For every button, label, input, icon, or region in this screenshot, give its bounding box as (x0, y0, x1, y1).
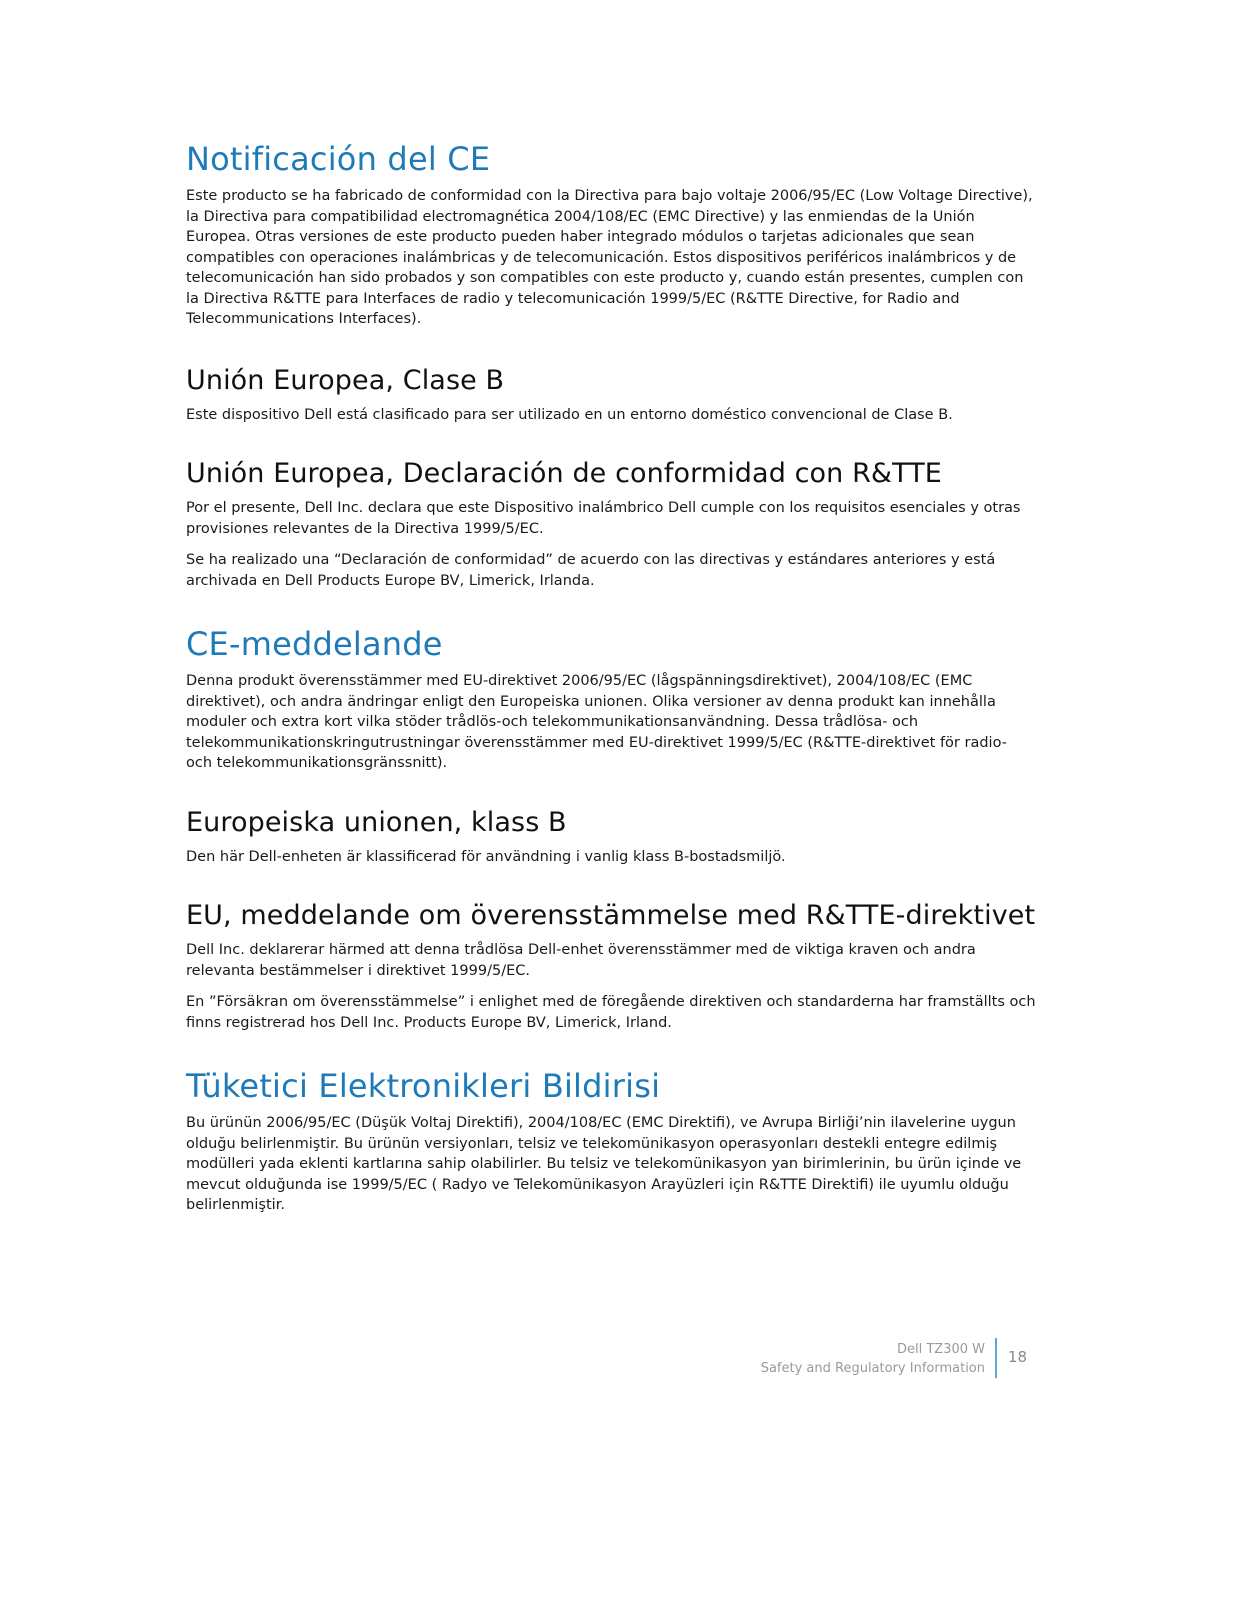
section-title: Tüketici Elektronikleri Bildirisi (186, 1067, 661, 1105)
footer-doc-title: Safety and Regulatory Information (760, 1361, 985, 1376)
paragraph: Bu ürünün 2006/95/EC (Düşük Voltaj Direktifi), 2004/108/EC (EMC Direktifi), ve Avrupa Birliği’nin ilavelerine uygun olduğu belirlenmiştir. Bu ürünün versiyonları, telsiz ve telekomünikasyon operasyonları destekli entegre edilmiş modülleri yada eklenti kartlarına sahip olabilirler. Bu telsiz ve telekomünikasyon yan birimlerinin, bu ürün içinde ve mevcut olduğunda ise 1999/5/EC ( Radyo ve Telekomünikasyon Arayüzleri için R&TTE Direktifi) ile uyumlu olduğu belirlenmiştir. (186, 1115, 1022, 1213)
section-title: CE-meddelande (186, 625, 443, 663)
section-eu-class-b-sv (186, 806, 1036, 868)
section-title: Unión Europea, Declaración de conformidad con R&TTE (186, 458, 942, 489)
paragraph: Den här Dell-enheten är klassificerad för användning i vanlig klass B-bostadsmiljö. (186, 848, 786, 865)
section-title: EU, meddelande om överensstämmelse med R&TTE-direktivet (186, 900, 1036, 931)
paragraph: Por el presente, Dell Inc. declara que este Dispositivo inalámbrico Dell cumple con los requisitos esenciales y otras provisiones relevantes de la Directiva 1999/5/EC. (186, 500, 1021, 537)
paragraph: Se ha realizado una “Declaración de conformidad” de acuerdo con las directivas y estándares anteriores y está archivada en Dell Products Europe BV, Limerick, Irlanda. (186, 552, 996, 589)
page-number: 18 (1007, 1348, 1027, 1366)
paragraph: Denna produkt överensstämmer med EU-direktivet 2006/95/EC (lågspänningsdirektivet), 2004/108/EC (EMC direktivet), och andra ändringar enligt den Europeiska unionen. Olika versioner av denna produkt kan innehålla moduler och extra kort vilka stöder trådlös-och telekommunikationsanvändning. Dessa trådlösa- och telekommunikationskringutrustningar överensstämmer med EU-direktivet 1999/5/EC (R&TTE-direktivet för radio- och telekommunikationsgränssnitt). (186, 673, 1007, 771)
section-title: Notificación del CE (186, 140, 491, 178)
page-footer (700, 1338, 1040, 1378)
paragraph: En ”Försäkran om överensstämmelse” i enlighet med de föregående direktiven och standarderna har framställts och finns registrerad hos Dell Inc. Products Europe BV, Limerick, Irland. (186, 994, 1036, 1031)
section-eu-rtte-es (186, 457, 1036, 591)
section-eu-rtte-sv (186, 899, 1036, 1033)
section-title: Europeiska unionen, klass B (186, 806, 567, 838)
section-consumer-notice-tr (186, 1067, 1036, 1216)
section-title: Unión Europea, Clase B (186, 364, 505, 396)
paragraph: Dell Inc. deklarerar härmed att denna trådlösa Dell-enhet överensstämmer med de viktiga kraven och andra relevanta bestämmelser i direktivet 1999/5/EC. (186, 942, 976, 979)
footer-divider (995, 1338, 997, 1378)
document-body (186, 140, 1036, 1248)
section-eu-class-b-es (186, 364, 1036, 426)
paragraph: Este producto se ha fabricado de conformidad con la Directiva para bajo voltaje 2006/95/EC (Low Voltage Directive), la Directiva para compatibilidad electromagnética 2004/108/EC (EMC Directive) y las enmiendas de la Unión Europea. Otras versiones de este producto pueden haber integrado módulos o tarjetas adicionales que sean compatibles con operaciones inalámbricas y de telecomunicación. Estos dispositivos periféricos inalámbricos y de telecomunicación han sido probados y son compatibles con este producto y, cuando están presentes, cumplen con la Directiva R&TTE para Interfaces de radio y telecomunicación 1999/5/EC (R&TTE Directive, for Radio and Telecommunications Interfaces). (186, 188, 1033, 327)
footer-product: Dell TZ300 W (896, 1342, 985, 1357)
section-ce-notification-sv (186, 625, 1036, 774)
section-ce-notification-es (186, 140, 1036, 330)
footer-text (761, 1340, 985, 1378)
paragraph: Este dispositivo Dell está clasificado para ser utilizado en un entorno doméstico convencional de Clase B. (186, 406, 953, 423)
